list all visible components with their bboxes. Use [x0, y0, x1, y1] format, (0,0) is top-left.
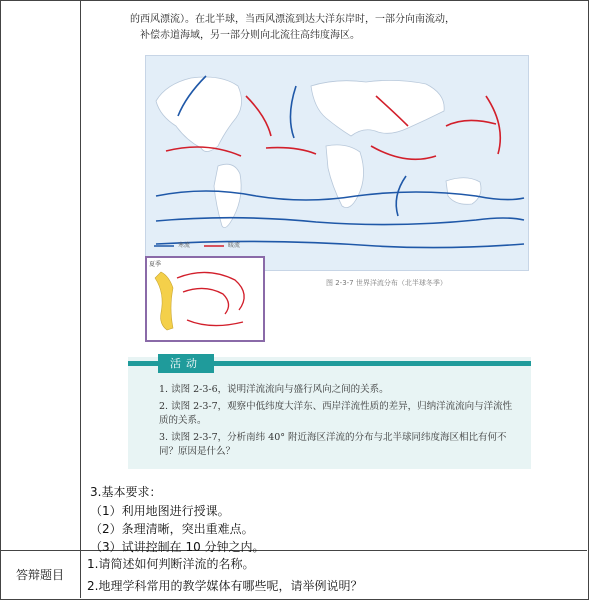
ocean-current-map	[145, 55, 529, 271]
activity-item: 1. 读图 2-3-6，说明洋流流向与盛行风向之间的关系。	[159, 384, 389, 395]
activity-title: 活动	[158, 354, 214, 373]
defense-question: 1.请简述如何判断洋流的名称。	[87, 557, 255, 571]
legend-warm-label: 暖流	[228, 242, 241, 249]
requirement-item: （1）利用地图进行授课。	[90, 504, 230, 518]
intro-text	[130, 12, 460, 44]
map-caption: 图 2-3-7 世界洋流分布（北半球冬季）	[326, 279, 447, 287]
intro-line: 的西风漂流）。在北半球，当西风漂流到达大洋东岸时，一部分向南流动，	[130, 14, 455, 25]
defense-label: 答辩题目	[15, 568, 64, 582]
activity-box	[128, 357, 531, 469]
legend-cold-label: 寒流	[178, 242, 191, 249]
column-divider	[80, 0, 81, 598]
activity-item: 2. 读图 2-3-7，观察中低纬度大洋东、西岸洋流性质的差异，归纳洋流流向与洋流性质的关系。	[159, 401, 513, 426]
defense-question: 2.地理学科常用的教学媒体有哪些呢，请举例说明？	[87, 579, 363, 593]
requirement-item: （3）试讲控制在 10 分钟之内。	[90, 540, 265, 554]
inset-title: 夏季	[149, 261, 162, 268]
requirements-heading: 3.基本要求：	[90, 485, 162, 499]
requirement-item: （2）条理清晰，突出重难点。	[90, 522, 254, 536]
inset-graphic	[147, 258, 263, 340]
activity-item: 3. 读图 2-3-7，分析南纬 40° 附近海区洋流的分布与北半球同纬度海区相比有何不同？原因是什么？	[159, 432, 507, 457]
map-graphic	[146, 56, 528, 270]
row-divider	[0, 550, 587, 551]
inset-map	[145, 256, 265, 342]
intro-line: 补偿赤道海域，另一部分则向北流往高纬度海区。	[140, 30, 360, 41]
